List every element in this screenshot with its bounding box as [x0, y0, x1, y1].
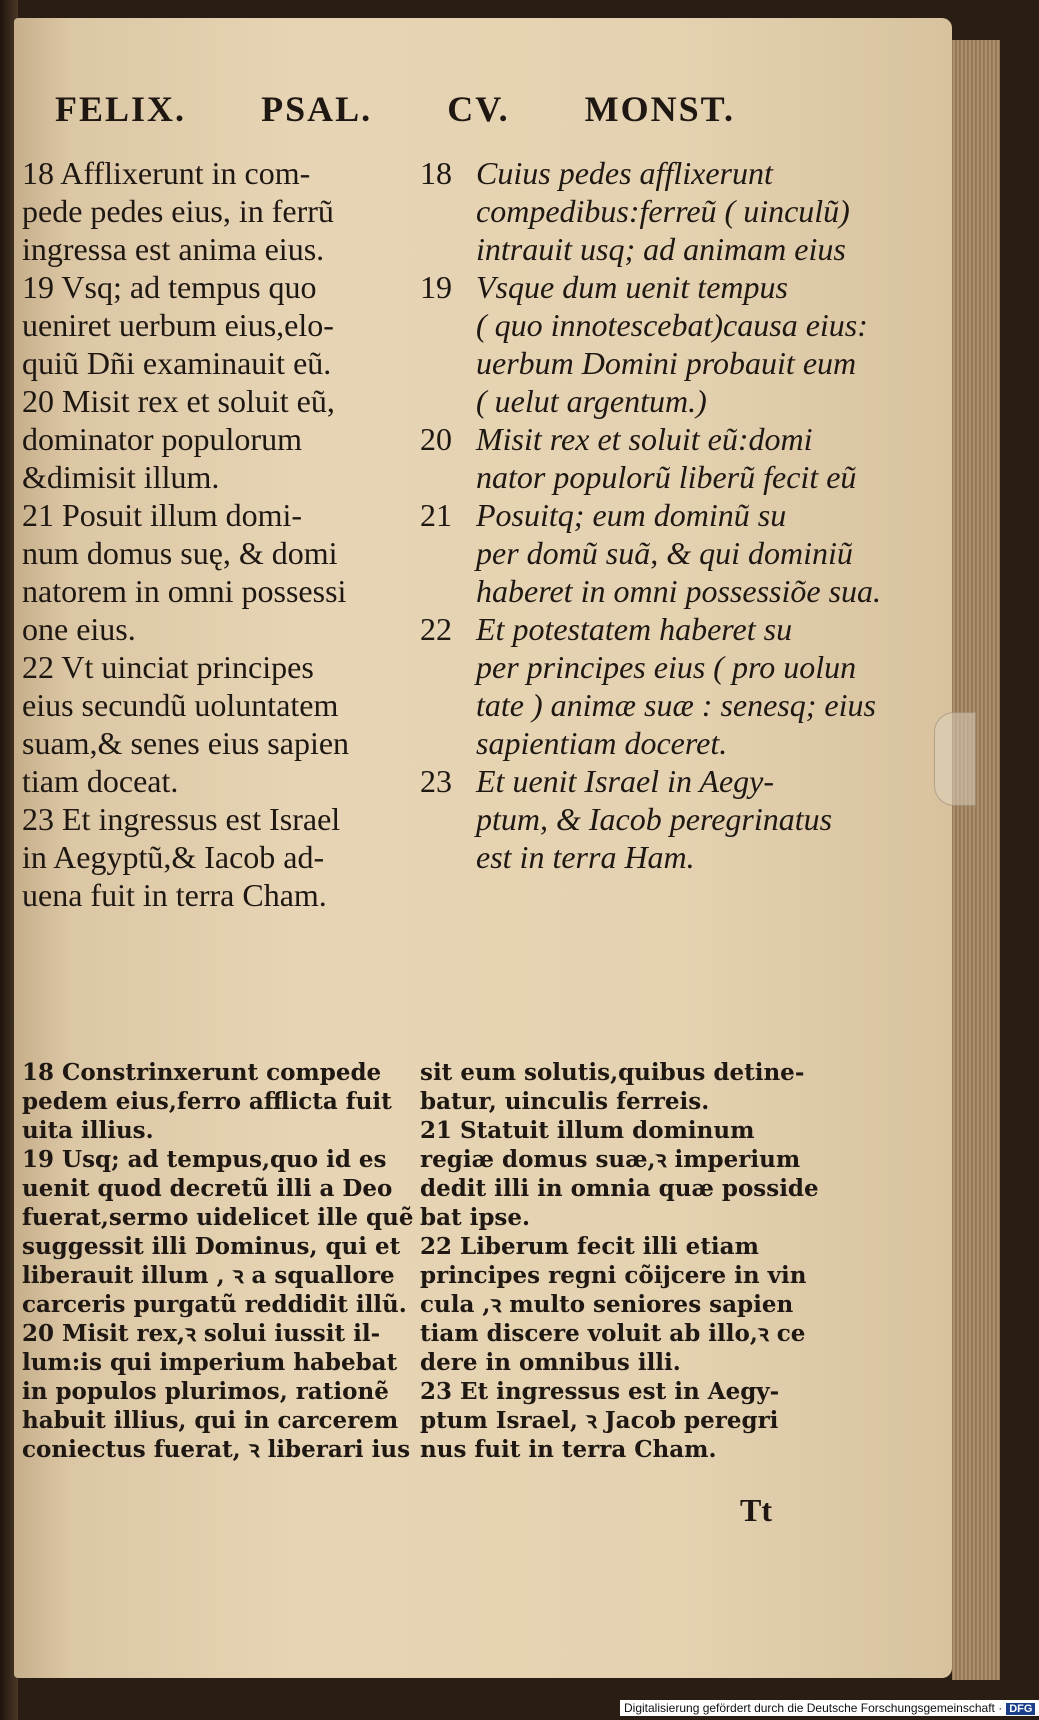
text-line: uena fuit in terra Cham. — [22, 877, 327, 913]
digitization-credit — [620, 1700, 1039, 1716]
verse-text: ( uelut argentum.) — [476, 383, 707, 419]
header-part-1: FELIX. — [55, 89, 187, 129]
text-line: 22 Liberum fecit illi etiam — [420, 1233, 759, 1260]
verse-text: Et uenit Israel in Aegy- — [476, 763, 774, 799]
verse-text: est in terra Ham. — [476, 839, 695, 875]
verse-number: 18 — [420, 155, 452, 191]
text-line — [420, 268, 840, 306]
text-line: 20 Misit rex et soluit eũ, — [22, 383, 335, 419]
text-line — [420, 610, 840, 648]
text-line: ingressa est anima eius. — [22, 231, 325, 267]
text-line: habuit illius, qui in carcerem — [22, 1407, 399, 1434]
text-line: 22 Vt uinciat principes — [22, 649, 314, 685]
text-line: natorem in omni possessi — [22, 573, 347, 609]
verse-text: ptum, & Iacob peregrinatus — [476, 801, 833, 837]
text-line: uenit quod decretũ illi a Deo — [22, 1175, 393, 1202]
text-line: lum:is qui imperium habebat — [22, 1349, 398, 1376]
text-line: nus fuit in terra Cham. — [420, 1436, 717, 1463]
text-line: in populos plurimos, rationẽ — [22, 1378, 389, 1405]
verse-text: Et potestatem haberet su — [476, 611, 793, 647]
text-line: principes regni cõijcere in vin — [420, 1262, 807, 1289]
text-line — [420, 230, 846, 268]
text-line: uita illius. — [22, 1117, 154, 1144]
verse-text: uerbum Domini probauit eum — [476, 345, 857, 381]
text-line: sit eum solutis,quibus detine- — [420, 1059, 805, 1086]
text-line — [420, 800, 840, 838]
text-line — [420, 496, 840, 534]
header-part-3: CV. — [447, 89, 510, 129]
text-line: dedit illi in omnia quæ posside — [420, 1175, 819, 1202]
verse-number: 23 — [420, 763, 452, 799]
latin-column-right — [420, 154, 882, 876]
text-line: pede pedes eius, in ferrũ — [22, 193, 334, 229]
page-clip — [934, 712, 976, 806]
header-part-4: MONST. — [584, 89, 735, 129]
running-header — [55, 88, 735, 130]
verse-text: Vsque dum uenit tempus — [476, 269, 788, 305]
verse-text: per domũ suã, & qui dominiũ — [476, 535, 853, 571]
text-line: tiam doceat. — [22, 763, 179, 799]
text-line: 19 Usq; ad tempus,quo id es — [22, 1146, 387, 1173]
verse-text: intrauit usq; ad animam eius — [476, 231, 846, 267]
text-line — [420, 154, 840, 192]
text-line — [420, 344, 857, 382]
text-line: 20 Misit rex,ꝛ solui iussit il- — [22, 1320, 381, 1347]
text-line — [420, 724, 840, 762]
verse-number: 19 — [420, 269, 452, 305]
text-line — [420, 572, 882, 610]
text-line: dere in omnibus illi. — [420, 1349, 681, 1376]
text-line: carceris purgatũ reddidit illũ. — [22, 1291, 407, 1318]
text-line: 19 Vsq; ad tempus quo — [22, 269, 317, 305]
verse-text: Misit rex et soluit eũ:domi — [476, 421, 813, 457]
text-line: tiam discere voluit ab illo,ꝛ ce — [420, 1320, 806, 1347]
text-line: fuerat,sermo uidelicet ille quẽ — [22, 1204, 414, 1231]
text-line: bat ipse. — [420, 1204, 531, 1231]
text-line: cula ,ꝛ multo seniores sapien — [420, 1291, 794, 1318]
latin-column-left — [22, 154, 422, 914]
text-line: 23 Et ingressus est Israel — [22, 801, 341, 837]
text-line: 21 Posuit illum domi- — [22, 497, 303, 533]
verse-text: Cuius pedes afflixerunt — [476, 155, 773, 191]
text-line — [420, 534, 853, 572]
verse-text: Posuitq; eum dominũ su — [476, 497, 787, 533]
text-line — [420, 306, 868, 344]
text-line: liberauit illum , ꝛ a squallore — [22, 1262, 395, 1289]
verse-number: 22 — [420, 611, 452, 647]
text-line: ueniret uerbum eius,elo- — [22, 307, 334, 343]
verse-number: 20 — [420, 421, 452, 457]
text-line: ptum Israel, ꝛ Jacob peregri — [420, 1407, 779, 1434]
gloss-column-right — [420, 1058, 840, 1464]
text-line — [420, 458, 857, 496]
text-line: one eius. — [22, 611, 136, 647]
text-line: eius secundũ uoluntatem — [22, 687, 339, 723]
verse-text: compedibus:ferreũ ( uinculũ) — [476, 193, 850, 229]
text-line: suggessit illi Dominus, qui et — [22, 1233, 401, 1260]
text-line: 18 Afflixerunt in com- — [22, 155, 311, 191]
verse-text: per principes eius ( pro uolun — [476, 649, 857, 685]
text-line — [420, 838, 840, 876]
text-line — [420, 192, 850, 230]
text-line — [420, 648, 857, 686]
text-line: num domus suę, & domi — [22, 535, 338, 571]
verse-number: 21 — [420, 497, 452, 533]
text-line: 23 Et ingressus est in Aegy- — [420, 1378, 780, 1405]
page-edges — [952, 40, 1000, 1680]
text-line: pedem eius,ferro afflicta fuit — [22, 1088, 392, 1115]
text-line: suam,& senes eius sapien — [22, 725, 350, 761]
text-line: quiũ Dñi examinauit eũ. — [22, 345, 332, 381]
text-line — [420, 686, 876, 724]
verse-text: haberet in omni possessiõe sua. — [476, 573, 882, 609]
verse-text: ( quo innotescebat)causa eius: — [476, 307, 868, 343]
header-part-2: PSAL. — [261, 89, 373, 129]
text-line — [420, 382, 840, 420]
text-line: &dimisit illum. — [22, 459, 220, 495]
text-line: coniectus fuerat, ꝛ liberari ius — [22, 1436, 411, 1463]
text-line: regiæ domus suæ,ꝛ imperium — [420, 1146, 801, 1173]
verse-text: sapientiam doceret. — [476, 725, 728, 761]
text-line — [420, 762, 840, 800]
text-line: 21 Statuit illum dominum — [420, 1117, 755, 1144]
verse-text: nator populorũ liberũ fecit eũ — [476, 459, 857, 495]
text-line: dominator populorum — [22, 421, 302, 457]
catchword: Tt — [740, 1492, 772, 1528]
text-line: batur, uinculis ferreis. — [420, 1088, 710, 1115]
gloss-column-left — [22, 1058, 422, 1464]
text-line: 18 Constrinxerunt compede — [22, 1059, 382, 1086]
credit-text: Digitalisierung gefördert durch die Deutsche Forschungsgemeinschaft · — [624, 1701, 1003, 1715]
text-line — [420, 420, 840, 458]
text-line: in Aegyptũ,& Iacob ad- — [22, 839, 325, 875]
dfg-logo: DFG — [1006, 1703, 1035, 1715]
verse-text: tate ) animæ suæ : senesq; eius — [476, 687, 876, 723]
